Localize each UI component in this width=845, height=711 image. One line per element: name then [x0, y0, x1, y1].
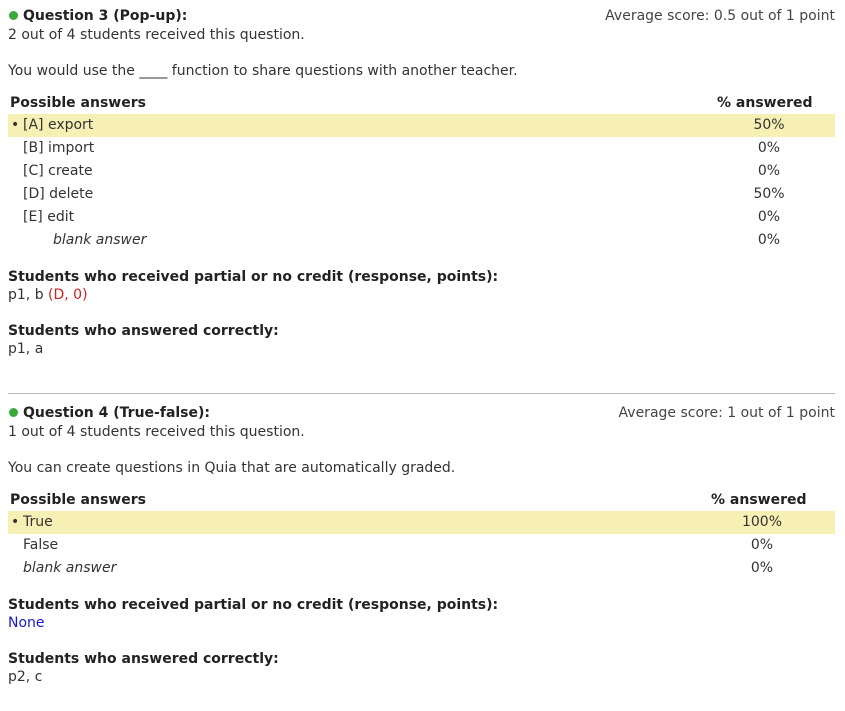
- answer-label: True: [23, 514, 53, 530]
- question-4-block: [8, 403, 835, 686]
- correct-bullet-icon: •: [11, 117, 20, 133]
- answer-percent: 0%: [750, 560, 774, 576]
- answer-row: [8, 114, 835, 137]
- average-score: Average score: 0.5 out of 1 point: [605, 8, 835, 24]
- answer-percent: 0%: [757, 163, 781, 179]
- answer-row: [8, 557, 835, 580]
- answer-label: [A] export: [23, 117, 94, 133]
- answer-row: [8, 534, 835, 557]
- answer-percent: 50%: [753, 186, 785, 202]
- partial-response: (D, 0): [48, 287, 88, 303]
- answer-row: [8, 160, 835, 183]
- green-status-dot-icon: [9, 11, 18, 20]
- question-title: Question 4 (True-false):: [23, 405, 211, 421]
- partial-credit-title: Students who received partial or no credit (response, points):: [8, 269, 499, 285]
- correct-title: Students who answered correctly:: [8, 323, 279, 339]
- correct-students: p1, a: [8, 341, 44, 357]
- question-prompt: You can create questions in Quia that are automatically graded.: [8, 460, 456, 476]
- average-score: Average score: 1 out of 1 point: [618, 405, 835, 421]
- answer-percent: 0%: [757, 140, 781, 156]
- answer-row: [8, 183, 835, 206]
- answer-percent: 100%: [741, 514, 783, 530]
- percent-header-label: % answered: [717, 95, 813, 111]
- answer-label-blank: blank answer: [23, 560, 117, 576]
- correct-students: p2, c: [8, 669, 43, 685]
- correct-title: Students who answered correctly:: [8, 651, 279, 667]
- question-title: Question 3 (Pop-up):: [23, 8, 188, 24]
- answer-label: [E] edit: [23, 209, 75, 225]
- answer-row: [8, 137, 835, 160]
- question-3-block: [8, 6, 835, 358]
- answer-row: [8, 229, 835, 252]
- answers-header: [8, 93, 835, 114]
- correct-bullet-icon: •: [11, 514, 20, 530]
- received-count: 2 out of 4 students received this question.: [8, 27, 305, 43]
- partial-student: p1, b: [8, 287, 49, 303]
- answer-percent: 0%: [750, 537, 774, 553]
- answer-percent: 50%: [753, 117, 785, 133]
- answer-percent: 0%: [757, 232, 781, 248]
- question-header: [8, 403, 835, 423]
- answer-label-blank: blank answer: [53, 232, 147, 248]
- answers-header-label: Possible answers: [10, 95, 146, 111]
- answer-label: [B] import: [23, 140, 95, 156]
- percent-header-label: % answered: [711, 492, 807, 508]
- question-divider: [8, 393, 835, 394]
- answer-row: [8, 511, 835, 534]
- question-header: [8, 6, 835, 26]
- answers-header-label: Possible answers: [10, 492, 146, 508]
- answer-label: [D] delete: [23, 186, 94, 202]
- question-prompt: You would use the ____ function to share questions with another teacher.: [8, 63, 518, 79]
- answer-row: [8, 206, 835, 229]
- partial-credit-title: Students who received partial or no credit (response, points):: [8, 597, 499, 613]
- partial-credit-none: None: [8, 615, 45, 631]
- answer-percent: 0%: [757, 209, 781, 225]
- answers-header: [8, 490, 835, 511]
- received-count: 1 out of 4 students received this question.: [8, 424, 305, 440]
- answer-label: [C] create: [23, 163, 93, 179]
- partial-credit-list: [8, 286, 835, 304]
- answer-label: False: [23, 537, 59, 553]
- green-status-dot-icon: [9, 408, 18, 417]
